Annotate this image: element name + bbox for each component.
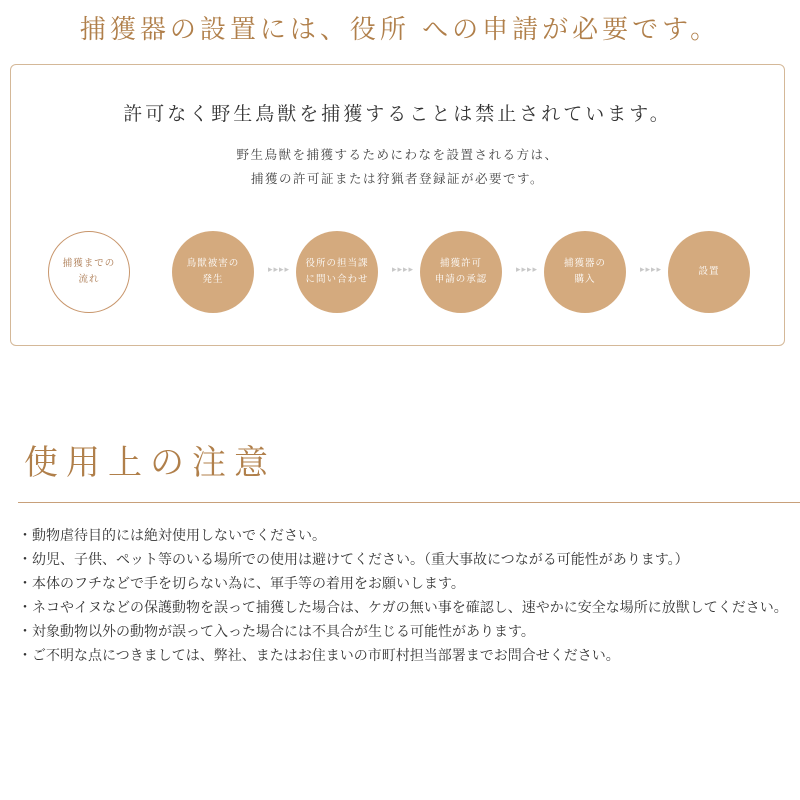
flow-step-inquiry xyxy=(296,231,378,313)
flow-step-approval xyxy=(420,231,502,313)
flow-step-damage xyxy=(172,231,254,313)
flow-start-circle xyxy=(48,231,130,313)
usage-note: ・ネコやイヌなどの保護動物を誤って捕獲した場合は、ケガの無い事を確認し、速やかに安全な場所に放獣してください。 xyxy=(18,600,788,616)
flow-step-3-line-1: 捕獲許可 xyxy=(439,258,482,269)
flow-step-5-line-1: 設置 xyxy=(698,266,720,277)
usage-note: ・ご不明な点につきましては、弊社、またはお住まいの市町村担当部署までお問合せください。 xyxy=(18,648,620,664)
info-box xyxy=(10,64,785,346)
flow-step-2-line-1: 役所の担当課 xyxy=(305,258,369,269)
flow-step-purchase xyxy=(544,231,626,313)
flow-arrow-1: ▸▸▸▸ xyxy=(268,265,291,275)
info-note-line-1: 野生鳥獣を捕獲するためにわなを設置される方は、 xyxy=(236,147,559,162)
flow-step-4-line-1: 捕獲器の xyxy=(563,258,606,269)
usage-note: ・対象動物以外の動物が誤って入った場合には不具合が生じる可能性があります。 xyxy=(18,624,535,640)
flow-start-line-1: 捕獲までの xyxy=(62,258,116,269)
flow-arrow-4: ▸▸▸▸ xyxy=(640,265,663,275)
flow-step-1-line-1: 鳥獣被害の xyxy=(186,258,240,269)
usage-note: ・幼児、子供、ペット等のいる場所での使用は避けてください。（重大事故につながる可能性があります。） xyxy=(18,552,689,568)
capture-flow xyxy=(48,231,768,315)
info-headline: 許可なく野生鳥獣を捕獲することは禁止されています。 xyxy=(123,103,672,125)
page-title: 捕獲器の設置には、役所 への申請が必要です。 xyxy=(79,15,721,45)
usage-note: ・動物虐待目的には絶対使用しないでください。 xyxy=(18,528,326,544)
info-note-line-2: 捕獲の許可証または狩猟者登録証が必要です。 xyxy=(250,171,544,186)
usage-notes-list xyxy=(18,524,792,668)
flow-arrow-2: ▸▸▸▸ xyxy=(392,265,415,275)
flow-start-line-2: 流れ xyxy=(78,274,100,285)
usage-section-title: 使用上の注意 xyxy=(24,443,276,483)
usage-note: ・本体のフチなどで手を切らない為に、軍手等の着用をお願いします。 xyxy=(18,576,465,592)
section-divider xyxy=(18,502,800,503)
flow-step-3-line-2: 申請の承認 xyxy=(434,274,488,285)
flow-step-1-line-2: 発生 xyxy=(202,274,224,285)
flow-step-2-line-2: に問い合わせ xyxy=(305,274,369,285)
flow-step-install xyxy=(668,231,750,313)
flow-step-4-line-2: 購入 xyxy=(574,274,596,285)
flow-arrow-3: ▸▸▸▸ xyxy=(516,265,539,275)
